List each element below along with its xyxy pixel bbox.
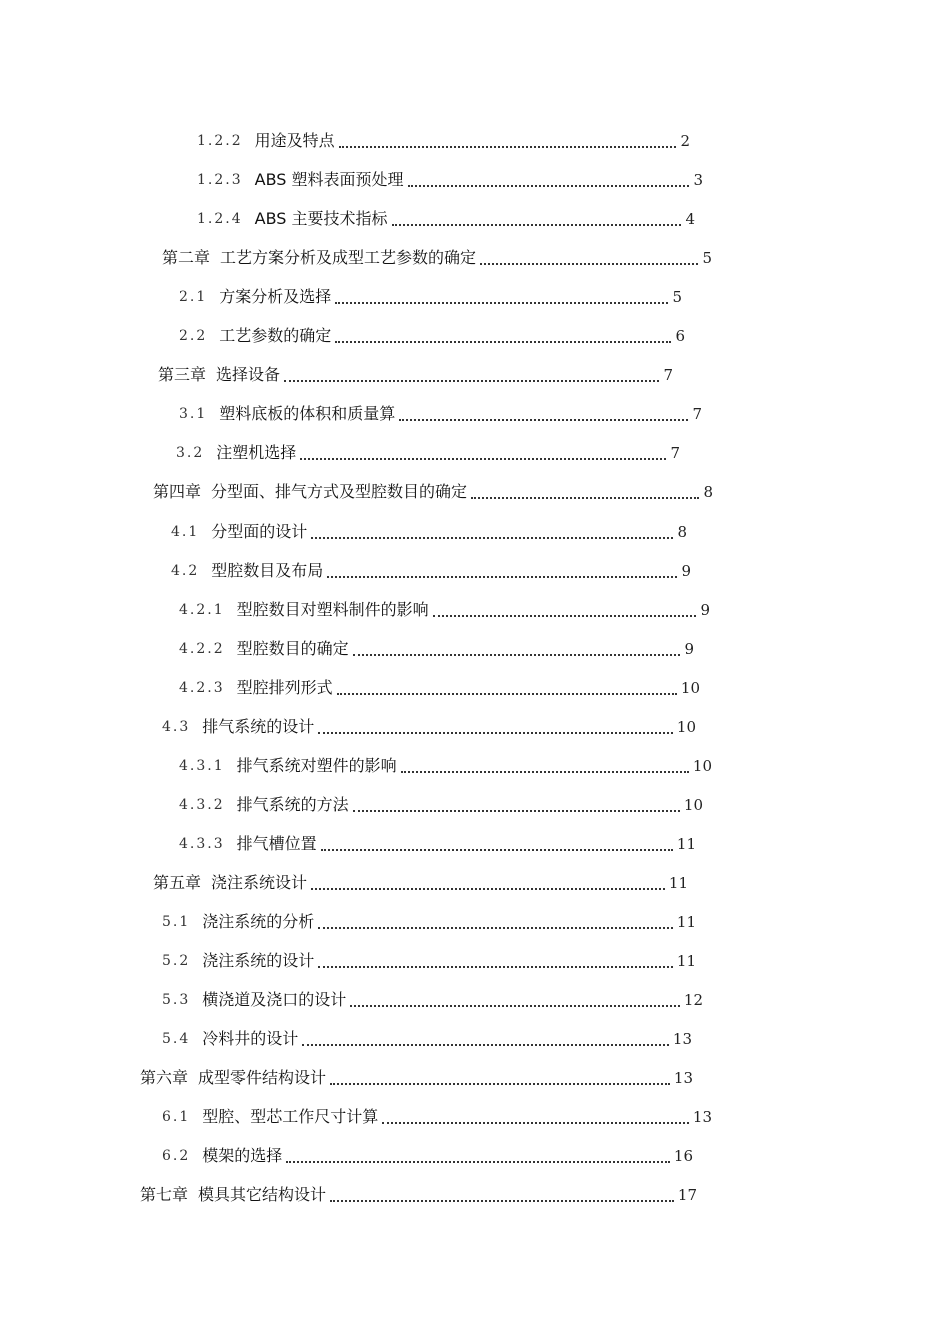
toc-entry-page-number: 7 (663, 366, 673, 385)
toc-entry[interactable] (179, 789, 703, 815)
toc-entry-page-number: 10 (676, 717, 696, 736)
toc-entry-page-number: 6 (675, 327, 685, 346)
toc-entry-page-number: 10 (680, 678, 700, 697)
toc-entry-page-number: 7 (670, 444, 680, 463)
toc-entry-page-number: 9 (681, 561, 691, 580)
toc-entry[interactable] (153, 867, 688, 893)
dot-leader (335, 288, 668, 304)
toc-entry-title: ABS 主要技术指标 (254, 209, 388, 229)
toc-entry-page-number: 13 (672, 1030, 692, 1049)
toc-entry-number: 第二章 (162, 248, 211, 268)
dot-leader (302, 1030, 669, 1046)
toc-entry[interactable] (162, 1101, 712, 1127)
toc-entry-title: 用途及特点 (254, 131, 335, 150)
toc-entry[interactable] (179, 320, 685, 346)
toc-entry-title: 成型零件结构设计 (198, 1068, 327, 1088)
toc-entry-number: 4.3.3 (179, 835, 225, 852)
toc-entry[interactable] (176, 437, 680, 463)
toc-entry-title: 模架的选择 (202, 1146, 283, 1166)
toc-entry[interactable] (179, 828, 696, 854)
toc-entry-number: 5.2 (162, 953, 191, 969)
toc-entry-number: 6.2 (162, 1148, 191, 1165)
dot-leader (353, 796, 680, 812)
toc-entry-title: 工艺方案分析及成型工艺参数的确定 (220, 248, 477, 268)
toc-entry-title: 排气系统对塑件的影响 (236, 755, 397, 775)
dot-leader (284, 366, 659, 382)
dot-leader (300, 444, 666, 460)
toc-entry-title: 排气槽位置 (236, 833, 317, 853)
dot-leader (471, 483, 699, 499)
toc-entry-title: 方案分析及选择 (219, 287, 332, 307)
dot-leader (335, 327, 671, 343)
toc-entry[interactable] (162, 242, 712, 268)
dot-leader (330, 1069, 670, 1085)
dot-leader (318, 718, 673, 734)
toc-entry-number: 4.2.3 (179, 679, 225, 696)
toc-entry-number: 3.2 (176, 445, 205, 462)
toc-entry-number: 第三章 (158, 365, 207, 385)
dot-leader (321, 835, 673, 851)
toc-entry-number: 2.2 (179, 328, 208, 345)
toc-entry[interactable] (158, 359, 673, 385)
toc-entry-number: 4.2.1 (179, 601, 225, 618)
toc-entry-page-number: 8 (703, 483, 713, 502)
toc-entry-number: 第六章 (140, 1068, 189, 1088)
toc-entry[interactable] (162, 711, 696, 737)
toc-entry[interactable] (162, 1140, 693, 1166)
toc-entry-title: 排气系统的设计 (202, 716, 315, 736)
toc-entry-page-number: 7 (692, 405, 702, 424)
toc-entry-page-number: 11 (668, 873, 688, 892)
toc-entry[interactable] (140, 1179, 697, 1205)
toc-entry-page-number: 13 (692, 1108, 712, 1127)
toc-entry-title: 浇注系统设计 (211, 872, 308, 892)
toc-entry[interactable] (171, 516, 687, 542)
toc-entry-title: 型腔、型芯工作尺寸计算 (202, 1107, 379, 1127)
dot-leader (382, 1108, 689, 1124)
toc-entry-title: 型腔排列形式 (236, 677, 333, 697)
toc-entry-page-number: 11 (676, 913, 696, 931)
dot-leader (399, 405, 688, 421)
dot-leader (337, 679, 677, 695)
toc-entry-number: 4.2 (171, 562, 200, 579)
dot-leader (339, 132, 677, 148)
toc-entry-page-number: 5 (672, 288, 682, 307)
toc-entry-page-number: 9 (700, 600, 710, 619)
toc-entry-page-number: 3 (693, 171, 703, 190)
toc-entry-number: 4.3.2 (179, 796, 225, 813)
toc-entry-number: 5.1 (162, 914, 191, 930)
toc-entry-title: ABS 塑料表面预处理 (254, 170, 404, 190)
toc-entry-page-number: 2 (680, 132, 690, 150)
toc-entry-number: 第七章 (140, 1185, 189, 1205)
toc-entry[interactable] (197, 203, 695, 229)
toc-entry[interactable] (179, 398, 702, 424)
toc-entry-title: 型腔数目及布局 (211, 560, 324, 580)
toc-entry-title: 横浇道及浇口的设计 (202, 990, 347, 1010)
dot-leader (318, 913, 673, 929)
toc-entry[interactable] (179, 750, 712, 776)
toc-entry-page-number: 4 (685, 210, 695, 229)
toc-entry-page-number: 11 (676, 952, 696, 970)
toc-entry[interactable] (171, 555, 691, 581)
toc-entry[interactable] (162, 1023, 692, 1049)
toc-entry-title: 冷料井的设计 (202, 1029, 299, 1049)
toc-entry-title: 塑料底板的体积和质量算 (219, 404, 396, 424)
toc-entry-number: 5.3 (162, 992, 191, 1009)
dot-leader (311, 874, 665, 890)
dot-leader (286, 1147, 670, 1163)
toc-entry-title: 注塑机选择 (216, 443, 297, 463)
toc-entry[interactable] (197, 164, 703, 190)
toc-entry-number: 1.2.2 (197, 133, 243, 149)
toc-entry-number: 第四章 (153, 482, 202, 502)
toc-entry-title: 型腔数目的确定 (236, 638, 349, 658)
toc-entry-page-number: 9 (684, 639, 694, 658)
dot-leader (480, 249, 698, 265)
toc-entry-title: 分型面、排气方式及型腔数目的确定 (211, 482, 468, 502)
toc-entry[interactable] (179, 594, 710, 620)
dot-leader (318, 952, 673, 968)
toc-entry[interactable] (162, 945, 696, 971)
dot-leader (433, 601, 697, 617)
toc-entry-number: 5.4 (162, 1031, 191, 1048)
toc-entry[interactable] (140, 1062, 693, 1088)
toc-entry[interactable] (162, 906, 696, 932)
toc-entry-page-number: 11 (676, 834, 696, 853)
toc-entry[interactable] (162, 984, 703, 1010)
toc-entry-page-number: 17 (677, 1186, 697, 1205)
toc-entry-number: 1.2.4 (197, 211, 243, 228)
toc-entry-title: 型腔数目对塑料制件的影响 (236, 599, 429, 619)
toc-entry-number: 4.2.2 (179, 640, 225, 657)
toc-entry-page-number: 5 (702, 249, 712, 268)
dot-leader (353, 640, 681, 656)
dot-leader (401, 757, 689, 773)
toc-entry-title: 模具其它结构设计 (198, 1185, 327, 1205)
toc-entry-number: 4.1 (171, 523, 200, 540)
dot-leader (311, 523, 673, 539)
toc-entry-number: 4.3.1 (179, 757, 225, 774)
toc-entry-title: 浇注系统的设计 (202, 951, 315, 970)
toc-entry[interactable] (179, 633, 694, 659)
dot-leader (408, 171, 690, 187)
toc-entry-page-number: 13 (673, 1069, 693, 1088)
toc-entry-number: 1.2.3 (197, 172, 243, 189)
toc-entry[interactable] (179, 672, 700, 698)
toc-entry-number: 2.1 (179, 289, 208, 306)
toc-entry-title: 选择设备 (216, 365, 281, 385)
toc-entry[interactable] (153, 476, 713, 502)
dot-leader (327, 562, 677, 578)
toc-entry-title: 分型面的设计 (211, 521, 308, 541)
toc-entry-page-number: 10 (692, 756, 712, 775)
toc-entry-number: 6.1 (162, 1109, 191, 1126)
dot-leader (350, 991, 680, 1007)
toc-entry-title: 浇注系统的分析 (202, 912, 315, 931)
toc-entry-page-number: 10 (683, 795, 703, 814)
toc-entry-page-number: 16 (673, 1147, 693, 1166)
toc-entry[interactable] (197, 125, 690, 151)
toc-entry[interactable] (179, 281, 682, 307)
toc-entry-number: 3.1 (179, 406, 208, 423)
toc-entry-title: 排气系统的方法 (236, 794, 349, 814)
toc-entry-number: 4.3 (162, 718, 191, 735)
toc-entry-page-number: 8 (677, 522, 687, 541)
toc-entry-number: 第五章 (153, 872, 202, 892)
toc-entry-page-number: 12 (683, 991, 703, 1010)
toc-entry-title: 工艺参数的确定 (219, 326, 332, 346)
dot-leader (392, 210, 682, 226)
dot-leader (330, 1186, 674, 1202)
